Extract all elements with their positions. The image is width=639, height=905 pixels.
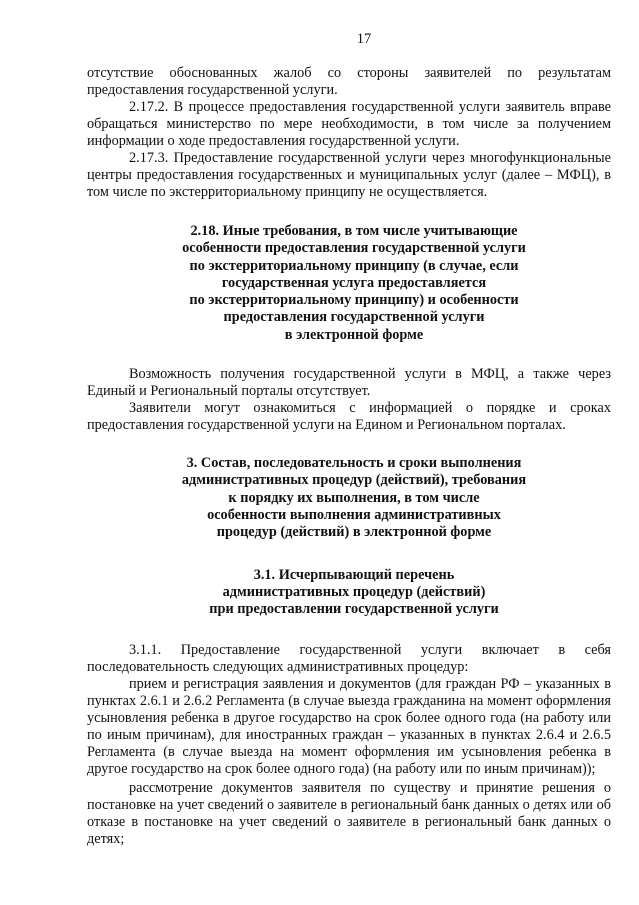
paragraph-2-17-3: 2.17.3. Предоставление государственной услуги через многофункциональные центры предоставления государственных и муниципальных услуг (далее – МФЦ), в том числе по экстерриториальному принципу не осуществляется. xyxy=(87,150,611,200)
heading-line: государственная услуга предоставляется xyxy=(221,274,487,291)
list-item-review: рассмотрение документов заявителя по существу и принятие решения о постановке на учет сведений о заявителе в региональный банк данных о детях или об отказе в постановке на учет сведений о заявителе в региональный банк данных о детях; xyxy=(87,780,611,848)
heading-line: по экстерриториальному принципу) и особенности xyxy=(189,292,519,309)
heading-line: к порядку их выполнения, в том числе xyxy=(228,489,480,506)
list-item-reception: прием и регистрация заявления и документов (для граждан РФ – указанных в пунктах 2.6.1 и 2.6.2 Регламента (в случае выезда гражданина на момент оформления усыновления ребенка в другое государство на срок более одного года (на работу или по иным причинам), для иностранных граждан – указанных в пунктах 2.6.4 и 2.6.5 Регламента (в случае выезда на момент оформления им усыновления ребенка в другое государство на срок более одного года) (на работу или по иным причинам)); xyxy=(87,676,611,778)
paragraph-2-17-2: 2.17.2. В процессе предоставления государственной услуги заявитель вправе обращаться министерство по мере необходимости, в том числе за получением информации о ходе предоставления государственной услуги. xyxy=(87,99,611,149)
heading-line: процедур (действий) в электронной форме xyxy=(216,524,492,541)
heading-line: административных процедур (действий) xyxy=(222,583,486,600)
paragraph-portal-info: Заявители могут ознакомиться с информацией о порядке и сроках предоставления государственной услуги на Едином и Региональном порталах. xyxy=(87,400,611,434)
heading-line: 2.18. Иные требования, в том числе учитывающие xyxy=(190,223,518,239)
heading-line: по экстерриториальному принципу (в случае, если xyxy=(189,257,519,274)
heading-line: 3.1. Исчерпывающий перечень xyxy=(253,566,455,583)
heading-line: предоставления государственной услуги xyxy=(223,309,485,326)
heading-line: административных процедур (действий), требования xyxy=(181,472,527,489)
heading-line: особенности предоставления государственной услуги xyxy=(182,240,526,257)
heading-line: при предоставлении государственной услуги xyxy=(209,601,499,618)
section-heading-3 xyxy=(87,455,611,541)
paragraph-mfc-availability: Возможность получения государственной услуги в МФЦ, а также через Единый и Региональный порталы отсутствует. xyxy=(87,366,611,400)
section-heading-3-1 xyxy=(87,567,611,619)
paragraph-3-1-1: 3.1.1. Предоставление государственной услуги включает в себя последовательность следующих административных процедур: xyxy=(87,642,611,676)
page-number: 17 xyxy=(356,31,372,47)
heading-line: особенности выполнения административных xyxy=(207,506,501,523)
heading-line: 3. Состав, последовательность и сроки выполнения xyxy=(186,455,522,472)
paragraph-tail: отсутствие обоснованных жалоб со стороны заявителей по результатам предоставления государственной услуги. xyxy=(87,65,611,98)
heading-line: в электронной форме xyxy=(284,326,424,343)
section-heading-2-18 xyxy=(87,223,611,344)
